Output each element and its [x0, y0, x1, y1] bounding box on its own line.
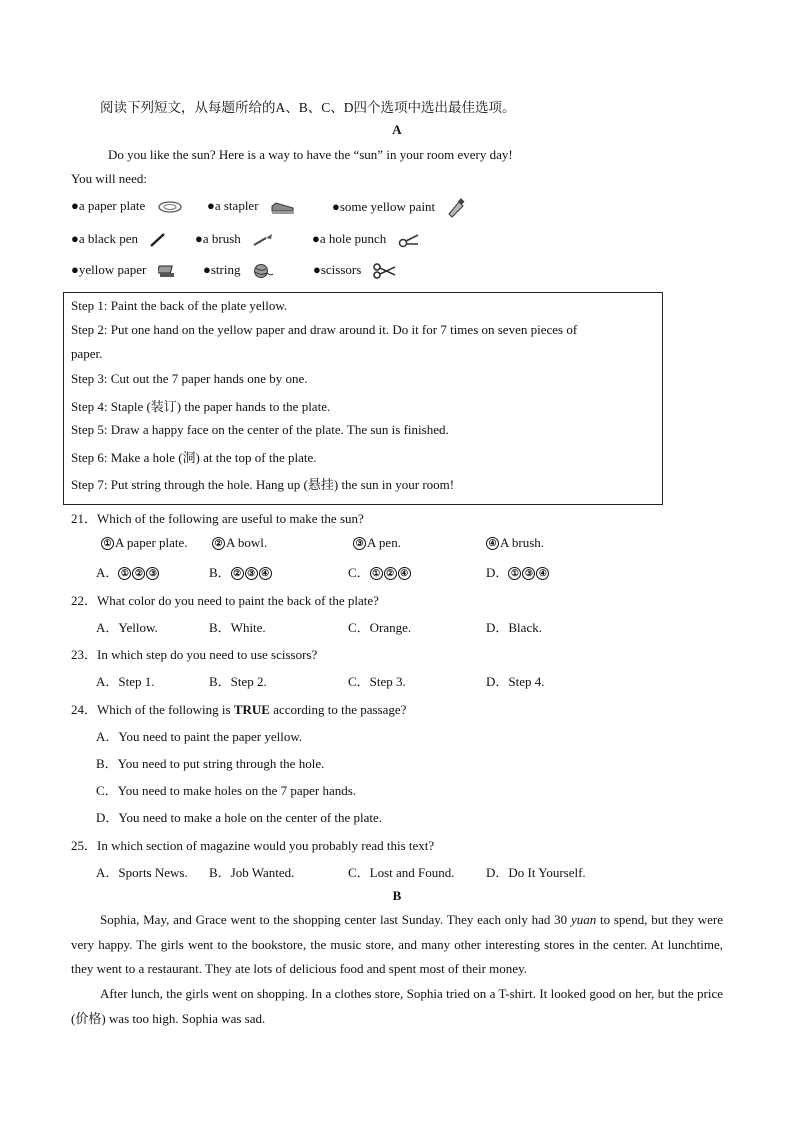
q23-option-c[interactable]: C．Step 3.: [348, 674, 406, 689]
q24-option-d[interactable]: D．You need to make a hole on the center of the plate.: [96, 810, 383, 825]
q22-option-b[interactable]: B．White.: [209, 620, 266, 635]
string-ball-icon: [252, 263, 274, 279]
q24-option-b[interactable]: B．You need to put string through the hole.: [96, 756, 325, 771]
q21-option-b[interactable]: B． ② ③ ④: [209, 562, 273, 581]
q21-option-d[interactable]: D． ① ③ ④: [486, 562, 550, 581]
q25-option-a[interactable]: A．Sports News.: [96, 865, 188, 880]
material-yellow-paint: ●some yellow paint: [332, 198, 466, 218]
hole-punch-icon: [398, 232, 420, 248]
step-3: Step 3: Cut out the 7 paper hands one by one.: [71, 371, 308, 386]
material-stapler: ●a stapler: [207, 198, 296, 214]
step-4: Step 4: Staple (装订) the paper hands to the plate.: [71, 399, 331, 414]
q22-stem: 22．What color do you need to paint the back of the plate?: [71, 593, 379, 608]
q23-option-d[interactable]: D．Step 4.: [486, 674, 545, 689]
q25-stem: 25．In which section of magazine would you probably read this text?: [71, 838, 435, 853]
step-2: Step 2: Put one hand on the yellow paper and draw around it. Do it for 7 times on seven pieces of: [71, 322, 578, 337]
paper-stack-icon: [158, 263, 176, 279]
material-brush: ●a brush: [195, 231, 274, 247]
section-b-paragraph-2: After lunch, the girls went on shopping. In a clothes store, Sophia tried on a T-shirt. It looked good on her, but the price (价格) was too high. Sophia was sad.: [71, 986, 723, 1026]
brush-icon: [252, 233, 274, 247]
material-black-pen: ●a black pen: [71, 231, 167, 248]
step-1: Step 1: Paint the back of the plate yellow.: [71, 298, 288, 313]
material-scissors: ●scissors: [313, 262, 397, 279]
q21-item-1: ① A paper plate.: [101, 535, 188, 551]
q24-stem: 24．Which of the following is TRUE according to the passage?: [71, 702, 407, 717]
scissors-icon: [373, 263, 397, 279]
step-2-cont: paper.: [71, 346, 103, 361]
section-b-paragraph-1: Sophia, May, and Grace went to the shopping center last Sunday. They each only had 30 yuan to spend, but they were very happy. The girls went to the bookstore, the music store, and many other interesting stores in the center. At lunchtime, they went to a restaurant. They ate lots of delicious food and spent most of their money.: [71, 912, 723, 976]
q21-item-4: ④ A brush.: [486, 535, 544, 551]
q21-stem: 21．Which of the following are useful to make the sun?: [71, 511, 364, 526]
material-paper-plate: ●a paper plate: [71, 198, 183, 214]
pen-icon: [149, 232, 167, 248]
q21-item-3: ③ A pen.: [353, 535, 401, 551]
q25-option-b[interactable]: B．Job Wanted.: [209, 865, 295, 880]
q24-option-a[interactable]: A．You need to paint the paper yellow.: [96, 729, 303, 744]
q22-option-c[interactable]: C．Orange.: [348, 620, 412, 635]
material-hole-punch: ●a hole punch: [312, 231, 420, 248]
q25-option-d[interactable]: D．Do It Yourself.: [486, 865, 586, 880]
q21-option-a[interactable]: A． ① ② ③: [96, 562, 160, 581]
materials-heading: You will need:: [71, 171, 147, 186]
paper-plate-icon: [157, 200, 183, 214]
q22-option-a[interactable]: A．Yellow.: [96, 620, 158, 635]
material-string: ●string: [203, 262, 274, 279]
q21-option-c[interactable]: C． ① ② ④: [348, 562, 412, 581]
stapler-icon: [270, 200, 296, 214]
q24-option-c[interactable]: C．You need to make holes on the 7 paper hands.: [96, 783, 357, 798]
material-yellow-paper: ●yellow paper: [71, 262, 176, 279]
step-6: Step 6: Make a hole (洞) at the top of the plate.: [71, 450, 317, 465]
q23-option-b[interactable]: B．Step 2.: [209, 674, 267, 689]
paint-tube-icon: [446, 198, 466, 218]
q23-stem: 23．In which step do you need to use scissors?: [71, 647, 318, 662]
q22-option-d[interactable]: D．Black.: [486, 620, 542, 635]
q23-option-a[interactable]: A．Step 1.: [96, 674, 155, 689]
section-a-label: A: [392, 122, 402, 137]
section-b-label: B: [392, 888, 402, 903]
q25-option-c[interactable]: C．Lost and Found.: [348, 865, 455, 880]
q21-item-2: ② A bowl.: [212, 535, 267, 551]
instruction: 阅读下列短文，从每题所给的A、B、C、D四个选项中选出最佳选项。: [100, 100, 516, 115]
section-a-intro: Do you like the sun? Here is a way to have the “sun” in your room every day!: [108, 147, 513, 162]
step-7: Step 7: Put string through the hole. Hang up (悬挂) the sun in your room!: [71, 477, 455, 492]
step-5: Step 5: Draw a happy face on the center of the plate. The sun is finished.: [71, 422, 449, 437]
